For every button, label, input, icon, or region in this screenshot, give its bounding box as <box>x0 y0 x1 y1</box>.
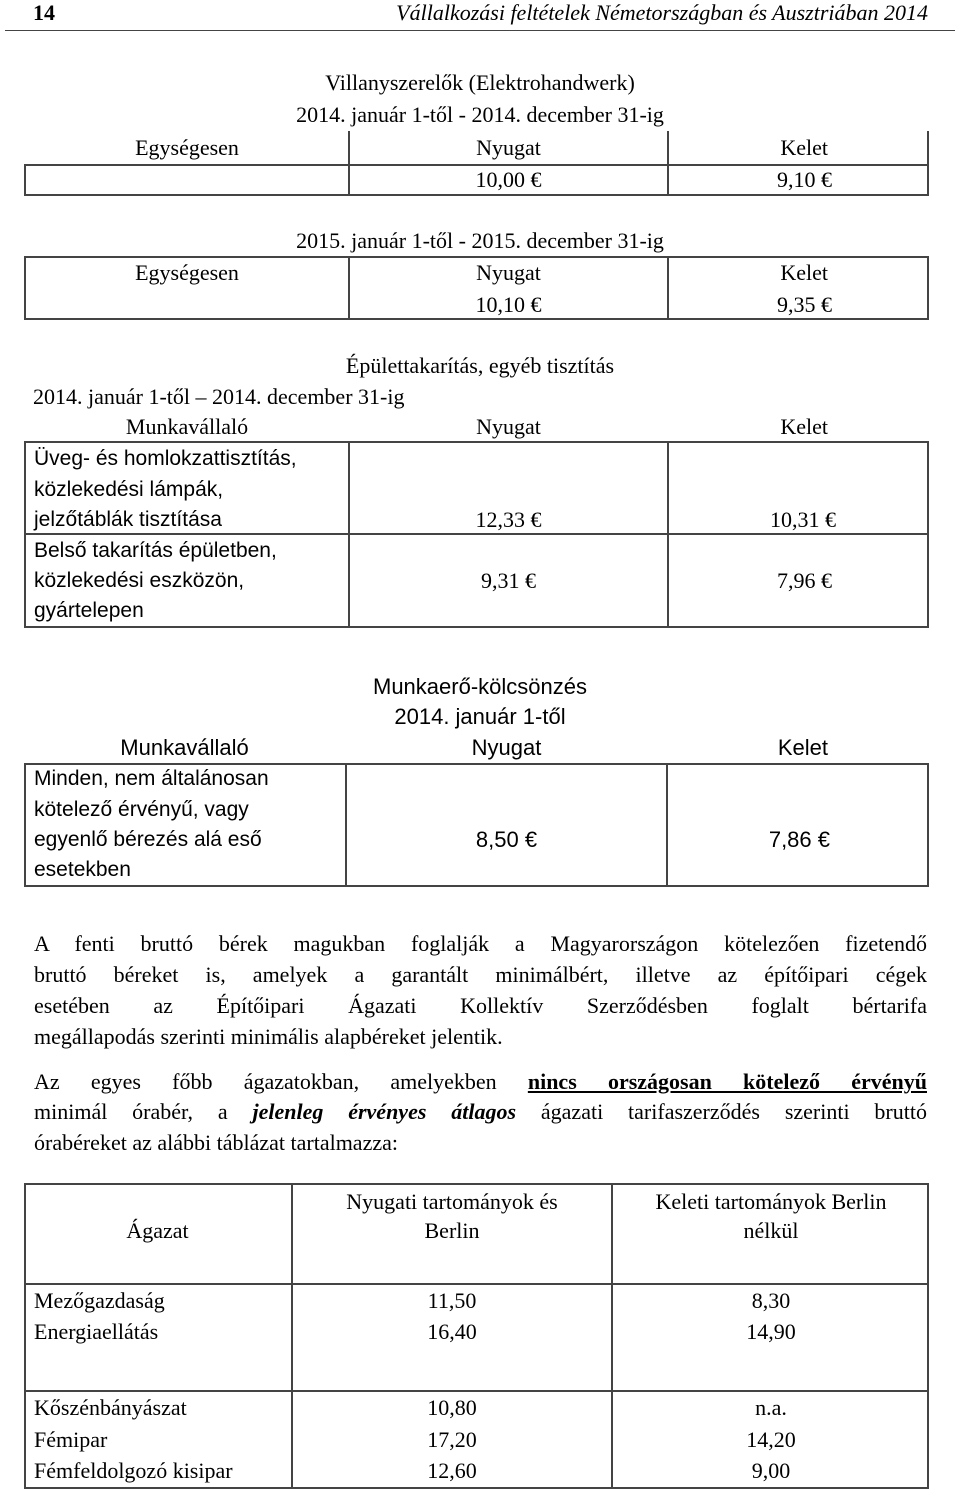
electric-east-value-2014: 9,10 € <box>777 167 832 192</box>
sector-row-west: 12,60 <box>427 1458 477 1483</box>
electric-title: Villanyszerelők (Elektrohandwerk) <box>325 70 635 95</box>
leasing-divider-b <box>666 763 668 887</box>
leasing-east-header: Kelet <box>777 735 828 760</box>
sector-row-name: Mezőgazdaság <box>34 1288 165 1313</box>
electric-east-header: Kelet <box>780 135 828 160</box>
para2-line1-text: Az egyes főbb ágazatokban, amelyekben <box>34 1069 528 1094</box>
leasing-row-line4: esetekben <box>34 858 131 881</box>
cleaning-row1-line2: közlekedési lámpák, <box>34 478 224 501</box>
cleaning-row-rule <box>24 533 929 535</box>
sector-row-west: 17,20 <box>427 1427 477 1452</box>
electric-divider-e <box>667 256 669 320</box>
cleaning-west-header: Nyugat <box>476 414 541 439</box>
leasing-row-line1: Minden, nem általánosan <box>34 767 269 790</box>
para1-line2: bruttó béreket is, amelyek a garantált minimálbért, illetve az építőipari cégek <box>34 962 927 987</box>
electric-west-value-2015: 10,10 € <box>475 292 542 317</box>
sector-row-name: Energiaellátás <box>34 1319 159 1344</box>
para2-line1-emphasis: nincs országosan kötelező érvényű <box>527 1069 927 1094</box>
sector-row-east: 14,20 <box>746 1427 796 1452</box>
sector-header-west-line2: Berlin <box>424 1218 480 1243</box>
electric-label-2015: Egységesen <box>135 260 239 285</box>
header-rule <box>5 30 955 31</box>
para1-line1: A fenti bruttó bérek magukban foglalják a Magyarországon kötelezően fizetendő <box>34 931 927 956</box>
para2-line3: órabéreket az alábbi táblázat tartalmazza: <box>34 1130 398 1155</box>
electric-east-value-2015: 9,35 € <box>777 292 832 317</box>
electric-divider-c <box>927 131 929 164</box>
sector-row-east: 14,90 <box>746 1319 796 1344</box>
leasing-row-line3: egyenlő bérezés alá eső <box>34 828 262 851</box>
para2-line2-text-a: minimál órabér, a <box>34 1099 253 1124</box>
cleaning-period: 2014. január 1-től – 2014. december 31-ig <box>33 384 405 409</box>
electric-west-header-2015: Nyugat <box>476 260 541 285</box>
leasing-employee-header: Munkavállaló <box>120 735 249 760</box>
para1-line3: esetében az Építőipari Ágazati Kollektív Szerződésben foglalt bértarifa <box>34 993 927 1018</box>
electric-west-value-2014: 10,00 € <box>475 167 542 192</box>
sector-row-name: Kőszénbányászat <box>34 1395 187 1420</box>
leasing-title: Munkaerő-kölcsönzés <box>373 674 587 699</box>
cleaning-row2-east: 7,96 € <box>777 568 832 593</box>
sector-header-west-line1: Nyugati tartományok és <box>346 1189 558 1214</box>
cleaning-row2-west: 9,31 € <box>481 568 536 593</box>
para1-line4: megállapodás szerinti minimális alapbéreket jelentik. <box>34 1024 503 1049</box>
cleaning-row1-east: 10,31 € <box>770 507 836 532</box>
cleaning-row1-line3: jelzőtáblák tisztítása <box>34 508 222 531</box>
sector-header-sector: Ágazat <box>126 1218 189 1243</box>
electric-west-header: Nyugat <box>476 135 541 160</box>
electric-period-2015: 2015. január 1-től - 2015. december 31-ig <box>296 228 664 253</box>
para2-line2 <box>34 1099 927 1125</box>
electric-divider-b <box>667 131 669 196</box>
electric-label-2014: Egységesen <box>135 135 239 160</box>
sector-row-east: 9,00 <box>751 1458 791 1483</box>
leasing-row-east: 7,86 € <box>768 827 830 852</box>
page-number: 14 <box>33 0 55 25</box>
para2-line2-text-c: ágazati tarifaszerződés szerinti bruttó <box>516 1099 927 1124</box>
sector-row-name: Fémipar <box>34 1427 108 1452</box>
sector-row-east: n.a. <box>755 1395 787 1420</box>
cleaning-title: Épülettakarítás, egyéb tisztítás <box>345 353 615 378</box>
cleaning-row2-line2: közlekedési eszközön, <box>34 569 245 592</box>
para2-line2-emphasis: jelenleg érvényes átlagos <box>252 1099 517 1124</box>
cleaning-east-header: Kelet <box>780 414 828 439</box>
sector-header-rule <box>24 1283 929 1285</box>
sector-row-west: 11,50 <box>427 1288 477 1313</box>
running-title: Vállalkozási feltételek Németországban és Ausztriában 2014 <box>396 0 928 25</box>
para2-line1 <box>34 1069 927 1095</box>
sector-header-east-line1: Keleti tartományok Berlin <box>655 1189 887 1214</box>
sector-row-west: 10,80 <box>427 1395 477 1420</box>
electric-period-2014: 2014. január 1-től - 2014. december 31-ig <box>296 102 664 127</box>
cleaning-employee-header: Munkavállaló <box>125 414 249 439</box>
cleaning-row1-west: 12,33 € <box>475 507 542 532</box>
leasing-period: 2014. január 1-től <box>394 704 566 729</box>
leasing-row-line2: kötelező érvényű, vagy <box>34 798 249 821</box>
cleaning-row1-line1: Üveg- és homlokzattisztítás, <box>34 447 297 470</box>
sector-row-name: Fémfeldolgozó kisipar <box>34 1458 233 1483</box>
leasing-west-header: Nyugat <box>471 735 542 760</box>
leasing-row-west: 8,50 € <box>475 827 538 852</box>
sector-mid-rule <box>24 1390 929 1392</box>
cleaning-row2-line3: gyártelepen <box>34 599 144 622</box>
sector-row-west: 16,40 <box>427 1319 477 1344</box>
sector-row-east: 8,30 <box>751 1288 791 1313</box>
electric-east-header-2015: Kelet <box>780 260 828 285</box>
cleaning-row2-line1: Belső takarítás épületben, <box>34 539 277 562</box>
leasing-divider-a <box>345 763 347 887</box>
sector-header-east-line2: nélkül <box>743 1218 799 1243</box>
